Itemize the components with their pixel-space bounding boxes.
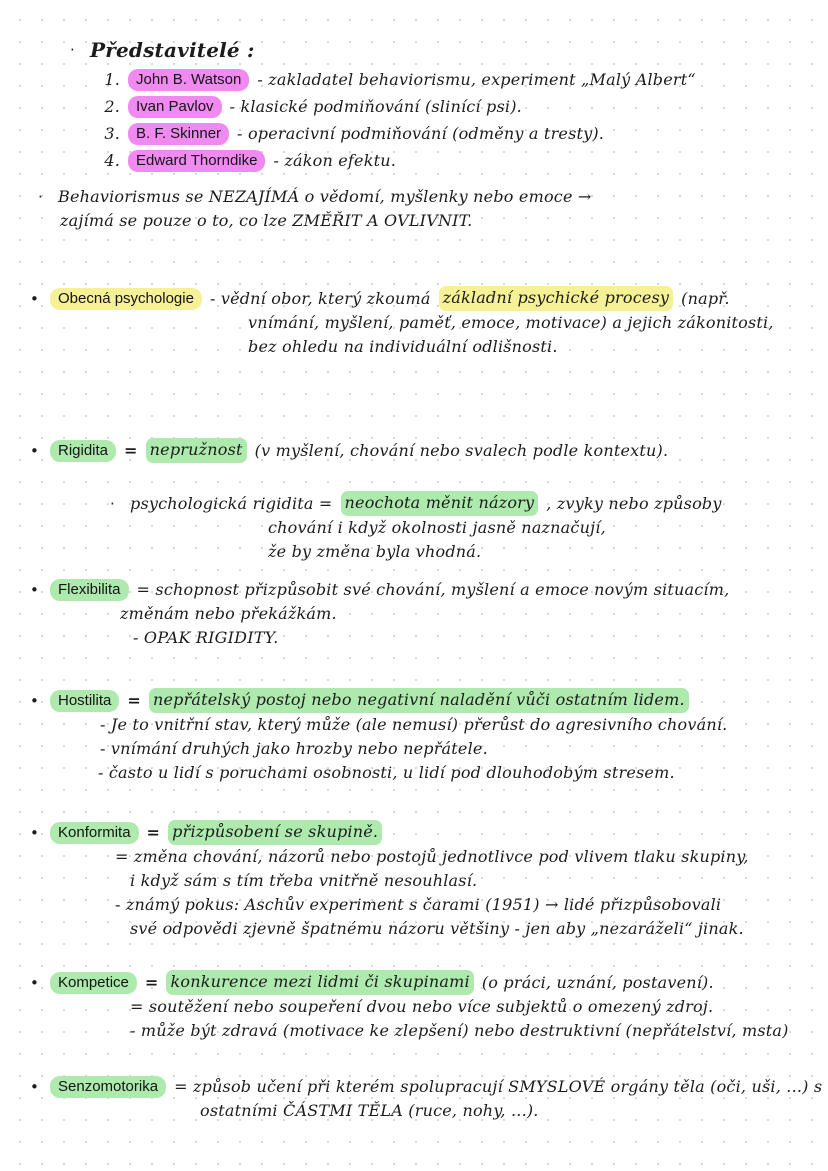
bullet-dot-icon: · (38, 188, 43, 206)
definition-row (30, 1075, 822, 1099)
list-item (98, 147, 696, 174)
highlighted-term[interactable]: Konformita (50, 822, 139, 844)
definition-text: = způsob učení při kterém spolupracují SMYSLOVÉ orgány těla (oči, uši, ...) s (174, 1077, 823, 1096)
definition-line: - vnímání druhých jako hrozby nebo nepřátele. (100, 739, 488, 758)
definition-line: vnímání, myšlení, paměť, emoce, motivace) a jejich zákonitosti, (248, 313, 774, 332)
definition-text: , zvyky nebo způsoby (546, 493, 722, 513)
definition-line: - často u lidí s poruchami osobnosti, u lidí pod dlouhodobým stresem. (98, 763, 675, 782)
highlighted-term[interactable]: Obecná psychologie (50, 288, 202, 310)
section-heading-row (70, 38, 696, 62)
highlighted-term[interactable]: Kompetice (50, 972, 137, 994)
sub-definition-row (110, 491, 722, 516)
bullet-icon: • (30, 441, 39, 460)
bullet-dot-icon: · (70, 41, 75, 59)
bullet-icon: • (30, 691, 39, 710)
definition-line: - Je to vnitřní stav, který může (ale nemusí) přerůst do agresivního chování. (100, 715, 728, 734)
definition-line: = změna chování, názorů nebo postojů jednotlivce pod vlivem tlaku skupiny, (115, 847, 749, 866)
definition-line: své odpovědi zjevně špatnému názoru většiny - jen aby „nezaráželi“ jinak. (130, 919, 744, 938)
inline-highlight: nepružnost (146, 438, 247, 463)
highlighted-term[interactable]: Senzomotorika (50, 1076, 166, 1098)
section-obecna-psychologie (30, 286, 774, 359)
definition-row (30, 438, 722, 463)
list-item (98, 93, 696, 120)
definition-line: ostatními ČÁSTMI TĚLA (ruce, nohy, ...). (200, 1101, 539, 1120)
bullet-icon: • (30, 289, 39, 308)
definition-text: (např. (681, 288, 730, 308)
paragraph-line: zajímá se pouze o to, co lze ZMĚŘIT A OVLIVNIT. (60, 211, 473, 230)
definition-text: - vědní obor, který zkoumá (209, 288, 431, 308)
section-predstavitele (70, 38, 696, 174)
section-hostilita (30, 688, 727, 785)
paragraph-line: Behaviorismus se NEZAJÍMÁ o vědomí, myšlenky nebo emoce → (58, 187, 592, 206)
item-description: - zákon efektu. (273, 150, 397, 170)
list-item (98, 66, 696, 93)
paragraph-row (38, 185, 592, 209)
section-rigidita (30, 438, 722, 564)
highlighted-term[interactable]: Ivan Pavlov (128, 96, 222, 118)
bullet-icon: • (30, 1078, 39, 1096)
section-konformita (30, 820, 749, 941)
highlighted-term[interactable]: B. F. Skinner (128, 123, 229, 145)
definition-line: i když sám s tím třeba vnitřně nesouhlasí. (130, 871, 478, 890)
bullet-icon: • (30, 973, 39, 992)
definition-line: - OPAK RIGIDITY. (133, 628, 279, 647)
sub-definition (110, 491, 722, 564)
equals-sign: = (124, 440, 138, 460)
definition-row (30, 688, 727, 713)
highlighted-term[interactable]: Rigidita (50, 440, 116, 462)
inline-highlight: nepřátelský postoj nebo negativní naladění vůči ostatním lidem. (149, 688, 689, 713)
definition-line: - známý pokus: Aschův experiment s čarami (1951) → lidé přizpůsobovali (115, 895, 722, 914)
definition-row (30, 820, 749, 845)
highlighted-term[interactable]: Edward Thorndike (128, 150, 265, 172)
item-number: 3. (104, 124, 120, 143)
sub-term: psychologická rigidita = (130, 493, 333, 513)
definition-line: chování i když okolnosti jasně naznačují, (268, 518, 606, 537)
definition-text: = schopnost přizpůsobit své chování, myšlení a emoce novým situacím, (136, 580, 730, 599)
item-description: - operacivní podmiňování (odměny a tresty). (237, 123, 605, 143)
inline-highlight: konkurence mezi lidmi či skupinami (166, 970, 473, 995)
highlighted-term[interactable]: Flexibilita (50, 579, 129, 601)
bullet-icon: • (30, 823, 39, 842)
item-description: - zakladatel behaviorismu, experiment „Malý Albert“ (257, 69, 696, 89)
equals-sign: = (127, 690, 141, 710)
highlighted-term[interactable]: Hostilita (50, 690, 119, 712)
definition-row (30, 578, 729, 602)
equals-sign: = (144, 972, 159, 992)
section-senzomotorika (30, 1075, 822, 1123)
item-number: 1. (104, 70, 120, 89)
definition-text: (o práci, uznání, postavení). (481, 972, 714, 992)
section-flexibilita (30, 578, 729, 650)
highlighted-term[interactable]: John B. Watson (128, 69, 249, 91)
definition-line: bez ohledu na individuální odlišnosti. (248, 337, 558, 356)
definition-line: - může být zdravá (motivace ke zlepšení) nebo destruktivní (nepřátelství, msta) (130, 1021, 789, 1040)
equals-sign: = (146, 822, 161, 842)
inline-highlight: přizpůsobení se skupině. (168, 820, 382, 845)
inline-highlight: základní psychické procesy (439, 286, 674, 311)
section-kompetice (30, 970, 789, 1043)
item-description: - klasické podmiňování (slinící psi). (229, 96, 522, 116)
list-item (98, 120, 696, 147)
definition-line: = soutěžení nebo soupeření dvou nebo více subjektů o omezený zdroj. (130, 997, 714, 1016)
section-behaviorismus (38, 185, 592, 233)
bullet-icon: • (30, 581, 39, 599)
definition-row (30, 286, 774, 311)
definition-row (30, 970, 789, 995)
item-number: 4. (104, 151, 120, 170)
definition-line: změnám nebo překážkám. (120, 604, 337, 623)
inline-highlight: neochota měnit názory (341, 491, 539, 516)
item-number: 2. (104, 97, 120, 116)
definition-text: (v myšlení, chování nebo svalech podle kontextu). (254, 440, 669, 460)
definition-line: že by změna byla vhodná. (268, 542, 482, 561)
section-heading: Představitelé : (90, 38, 255, 62)
bullet-dot-icon: · (110, 494, 115, 513)
